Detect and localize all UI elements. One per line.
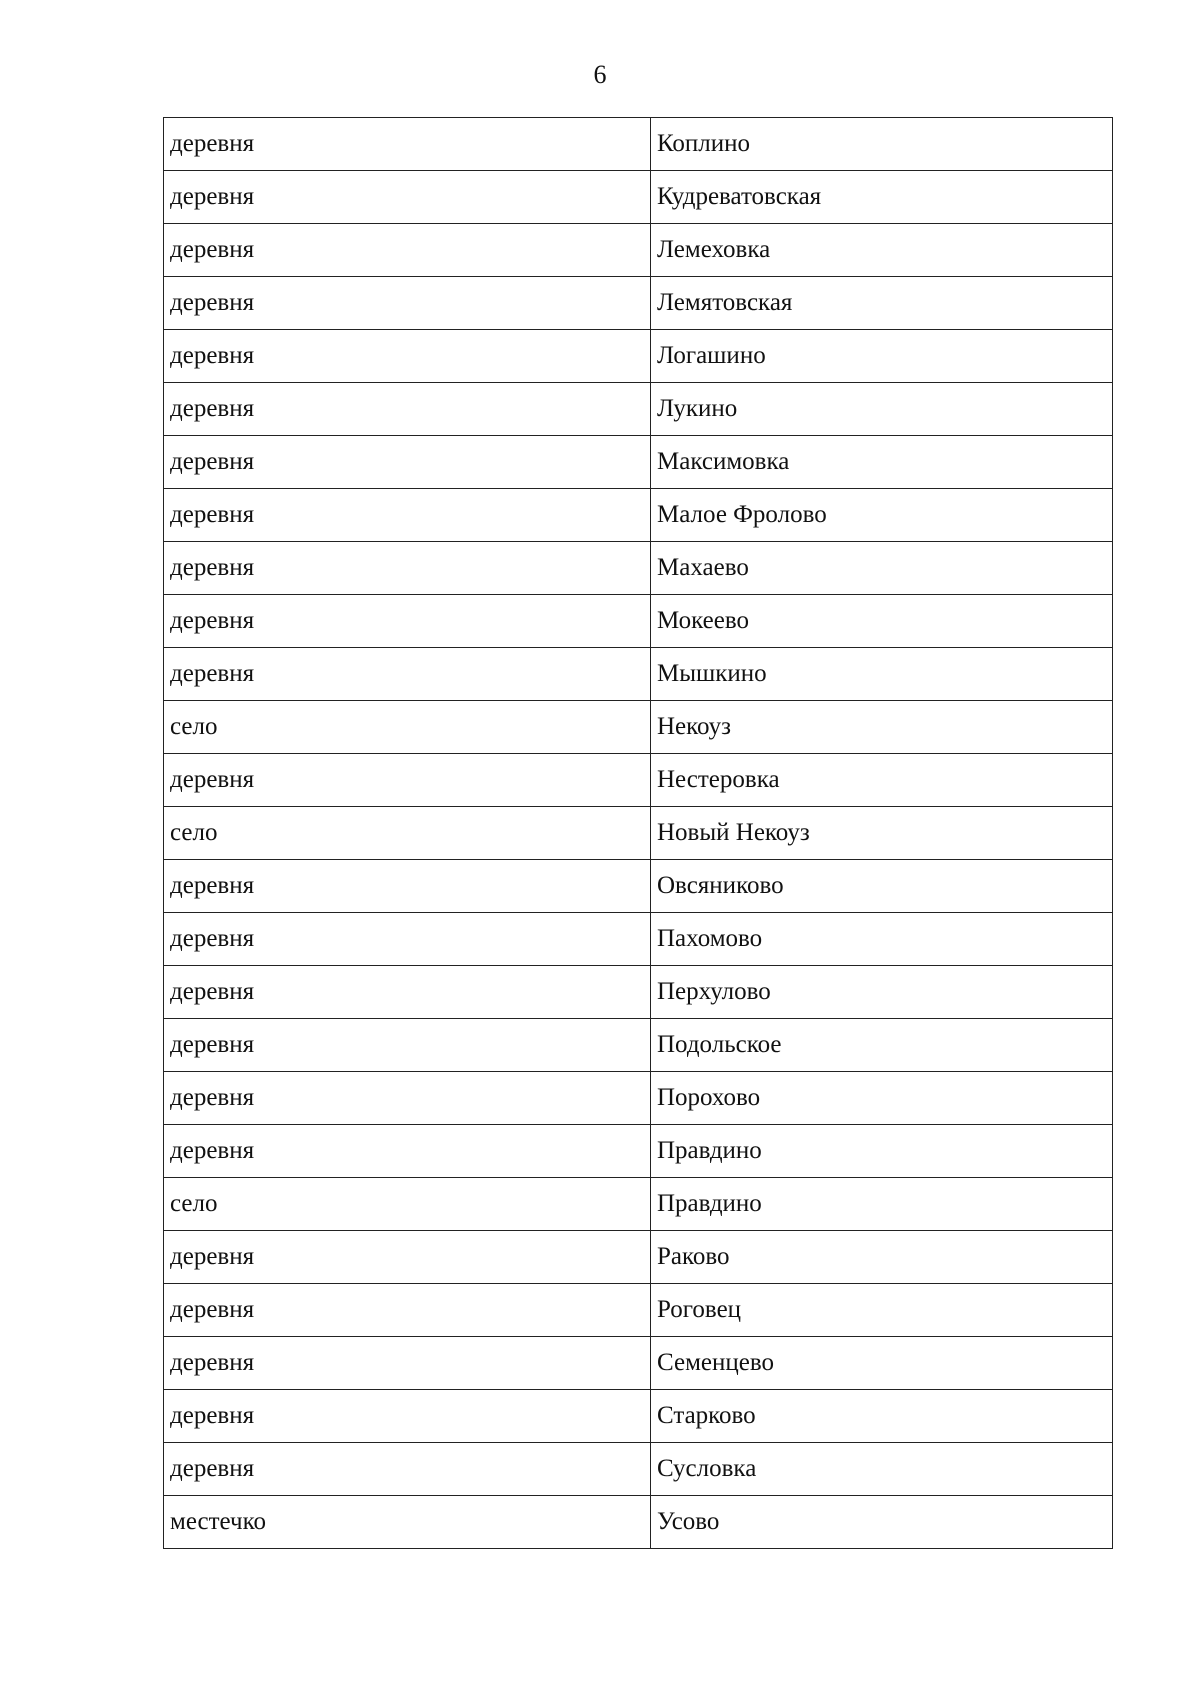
- table-row: [164, 860, 1113, 913]
- table-row: [164, 1125, 1113, 1178]
- settlement-type-cell: деревня: [164, 383, 651, 436]
- settlement-type-cell: деревня: [164, 224, 651, 277]
- table-row: [164, 1390, 1113, 1443]
- table-row: [164, 171, 1113, 224]
- table-row: [164, 436, 1113, 489]
- settlement-type-cell: местечко: [164, 1496, 651, 1549]
- settlement-name-cell: Нестеровка: [651, 754, 1113, 807]
- settlement-type-cell: деревня: [164, 754, 651, 807]
- settlement-type-cell: село: [164, 1178, 651, 1231]
- table-row: [164, 1443, 1113, 1496]
- table-row: [164, 383, 1113, 436]
- settlement-type-cell: деревня: [164, 118, 651, 171]
- table-row: [164, 224, 1113, 277]
- table-row: [164, 1337, 1113, 1390]
- settlement-type-cell: деревня: [164, 1125, 651, 1178]
- settlement-type-cell: деревня: [164, 277, 651, 330]
- settlement-type-cell: село: [164, 701, 651, 754]
- table-row: [164, 1231, 1113, 1284]
- settlement-type-cell: деревня: [164, 860, 651, 913]
- settlements-table: [163, 117, 1113, 1549]
- settlement-type-cell: деревня: [164, 595, 651, 648]
- settlement-type-cell: деревня: [164, 1284, 651, 1337]
- settlement-name-cell: Старково: [651, 1390, 1113, 1443]
- table-row: [164, 277, 1113, 330]
- table-row: [164, 489, 1113, 542]
- settlement-name-cell: Лукино: [651, 383, 1113, 436]
- settlement-type-cell: деревня: [164, 966, 651, 1019]
- table-row: [164, 1178, 1113, 1231]
- settlement-type-cell: деревня: [164, 648, 651, 701]
- settlement-type-cell: деревня: [164, 1390, 651, 1443]
- settlement-name-cell: Логашино: [651, 330, 1113, 383]
- settlement-name-cell: Семенцево: [651, 1337, 1113, 1390]
- settlement-name-cell: Коплино: [651, 118, 1113, 171]
- table-row: [164, 807, 1113, 860]
- settlement-type-cell: деревня: [164, 1443, 651, 1496]
- table-row: [164, 754, 1113, 807]
- settlement-type-cell: деревня: [164, 1231, 651, 1284]
- settlement-type-cell: деревня: [164, 489, 651, 542]
- settlements-table-body: [164, 118, 1113, 1549]
- settlement-type-cell: деревня: [164, 1337, 651, 1390]
- settlement-name-cell: Лемятовская: [651, 277, 1113, 330]
- settlement-name-cell: Овсяниково: [651, 860, 1113, 913]
- settlement-name-cell: Усово: [651, 1496, 1113, 1549]
- table-row: [164, 330, 1113, 383]
- table-row: [164, 542, 1113, 595]
- settlement-name-cell: Лемеховка: [651, 224, 1113, 277]
- settlement-type-cell: деревня: [164, 436, 651, 489]
- settlement-name-cell: Подольское: [651, 1019, 1113, 1072]
- settlement-name-cell: Правдино: [651, 1125, 1113, 1178]
- settlement-name-cell: Мышкино: [651, 648, 1113, 701]
- settlement-name-cell: Малое Фролово: [651, 489, 1113, 542]
- settlement-type-cell: деревня: [164, 1072, 651, 1125]
- settlement-type-cell: деревня: [164, 171, 651, 224]
- settlement-type-cell: деревня: [164, 330, 651, 383]
- settlement-type-cell: деревня: [164, 1019, 651, 1072]
- settlement-name-cell: Некоуз: [651, 701, 1113, 754]
- settlement-name-cell: Раково: [651, 1231, 1113, 1284]
- settlement-name-cell: Порохово: [651, 1072, 1113, 1125]
- table-row: [164, 595, 1113, 648]
- settlement-type-cell: деревня: [164, 542, 651, 595]
- settlement-name-cell: Мокеево: [651, 595, 1113, 648]
- settlement-name-cell: Правдино: [651, 1178, 1113, 1231]
- settlement-name-cell: Махаево: [651, 542, 1113, 595]
- table-row: [164, 701, 1113, 754]
- settlement-name-cell: Новый Некоуз: [651, 807, 1113, 860]
- table-row: [164, 1284, 1113, 1337]
- table-row: [164, 648, 1113, 701]
- page-number: 6: [593, 60, 607, 89]
- settlement-type-cell: село: [164, 807, 651, 860]
- table-row: [164, 966, 1113, 1019]
- table-row: [164, 1496, 1113, 1549]
- table-row: [164, 1019, 1113, 1072]
- settlement-name-cell: Перхулово: [651, 966, 1113, 1019]
- settlement-name-cell: Кудреватовская: [651, 171, 1113, 224]
- settlement-type-cell: деревня: [164, 913, 651, 966]
- settlement-name-cell: Сусловка: [651, 1443, 1113, 1496]
- table-row: [164, 118, 1113, 171]
- table-row: [164, 1072, 1113, 1125]
- table-row: [164, 913, 1113, 966]
- settlement-name-cell: Роговец: [651, 1284, 1113, 1337]
- settlement-name-cell: Максимовка: [651, 436, 1113, 489]
- settlement-name-cell: Пахомово: [651, 913, 1113, 966]
